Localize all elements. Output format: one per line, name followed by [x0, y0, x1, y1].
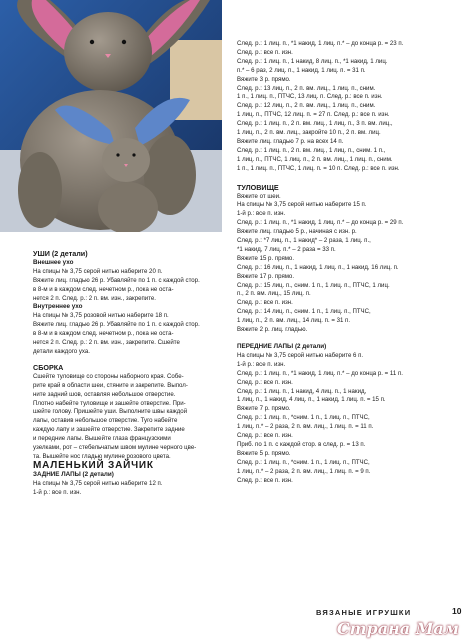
head-line: Вяжите 3 р. прямо. [237, 75, 291, 83]
assembly-line: шейте голову. Пришейте уши. Выполните швы каждой [33, 408, 188, 416]
head-line: След. р.: 12 лиц. п., 2 п. вм. лиц., 1 лиц. п., сним. [237, 102, 376, 110]
assembly-line: узелками, рот – стебельчатым швом мулине черного цве- [33, 444, 197, 452]
torso-line: На спицы № 3,75 серой нитью наберите 15 п. [237, 201, 367, 209]
head-line: п.* – 6 раз, 2 лиц. п., 1 накид, 1 лиц. п. = 31 п. [237, 66, 366, 74]
front-legs-line: След. р.: 1 лиц. п., *сним. 1 п., 1 лиц. п., ПТЧС, [237, 414, 370, 422]
assembly-line: рите край в области шеи, стяните и закрепите. Выпол- [33, 381, 188, 389]
outer-ear-heading: Внешнее ухо [33, 258, 74, 266]
running-footer: ВЯЗАНЫЕ ИГРУШКИ [316, 608, 412, 617]
torso-line: 1 лиц. п., 2 п. вм. лиц., 14 лиц. п. = 31 п. [237, 317, 351, 325]
front-legs-line: След. р.: все п. изн. [237, 432, 293, 440]
bunnies-photo [0, 0, 222, 232]
head-line: След. р.: все п. изн. [237, 48, 293, 56]
head-line: След. р.: 1 лиц. п., 1 накид, 8 лиц. п., *1 накид, 1 лиц. [237, 57, 388, 65]
head-line: След. р.: 1 лиц. п., 2 п. вм. лиц., 1 лиц. п., 3 п. вм. лиц., [237, 120, 393, 128]
torso-line: 1-й р.: все п. изн. [237, 210, 286, 218]
torso-line: Вяжите 15 р. прямо. [237, 254, 295, 262]
torso-line: Вяжите 2 р. лиц. гладью. [237, 326, 308, 334]
front-legs-line: След. р.: 1 лиц. п., *сним. 1 п., 1 лиц. п., ПТЧС, [237, 458, 370, 466]
inner-ear-line: в 8-м и в каждом след. нечетном р., пока не оста- [33, 330, 174, 338]
page-number: 10 [452, 606, 462, 616]
small-bunny-heading: МАЛЕНЬКИЙ ЗАЙЧИК [33, 459, 154, 471]
head-line: 1 лиц. п., ПТЧС, 12 лиц. п. = 27 п. След. р.: все п. изн. [237, 111, 390, 119]
front-legs-line: Вяжите 7 р. прямо. [237, 405, 291, 413]
front-legs-line: След. р.: все п. изн. [237, 476, 293, 484]
front-legs-line: Вяжите 5 р. прямо. [237, 449, 291, 457]
assembly-line: лапы, оставив небольшое отверстие. Туго набейте [33, 417, 178, 425]
assembly-heading: СБОРКА [33, 362, 64, 372]
front-legs-line: 1 лиц. п.* – 2 раза, 2 п. вм. лиц., 1 лиц. п. = 11 п. [237, 423, 374, 431]
assembly-line: ните задний шов, оставляя небольшое отверстие. [33, 390, 176, 398]
inner-ear-line: На спицы № 3,75 розовой нитью наберите 18 п. [33, 312, 169, 320]
right-column [237, 40, 457, 486]
front-legs-line: След. р.: все п. изн. [237, 378, 293, 386]
outer-ear-line: Вяжите лиц. гладью 26 р. Убавляйте по 1 п. с каждой стор. [33, 276, 200, 284]
torso-line: п., 2 п. вм. лиц., 15 лиц. п. [237, 290, 311, 298]
torso-line: След. р.: *7 лиц. п., 1 накид* – 2 раза, 1 лиц. п., [237, 237, 371, 245]
outer-ear-line: нется 2 п. След. р.: 2 п. вм. изн., закрепите. [33, 294, 156, 302]
watermark-text: Страна Мам [336, 619, 459, 638]
outer-ear-line: в 8-м и в каждом след. нечетном р., пока не оста- [33, 285, 174, 293]
torso-line: След. р.: 14 лиц. п., сним. 1 п., 1 лиц. п., ПТЧС, [237, 308, 371, 316]
front-legs-line: 1-й р.: все п. изн. [237, 360, 286, 368]
head-line: След. р.: 13 лиц. п., 2 п. вм. лиц., 1 лиц. п., сним. [237, 84, 376, 92]
torso-heading: ТУЛОВИЩЕ [237, 182, 279, 192]
inner-ear-heading: Внутреннее ухо [33, 303, 83, 311]
torso-line: След. р.: 16 лиц. п., 1 накид, 1 лиц. п., 1 накид, 16 лиц. п. [237, 263, 399, 271]
left-column [33, 250, 223, 497]
head-line: 1 лиц. п., ПТЧС, 1 лиц. п., 2 п. вм. лиц., 1 лиц. п., сним. [237, 155, 393, 163]
front-legs-line: След. р.: 1 лиц. п., *1 накид, 1 лиц. п.* – до конца р. = 11 п. [237, 369, 403, 377]
ears-heading: УШИ (2 детали) [33, 249, 88, 258]
torso-line: *1 накид, 7 лиц. п.* – 2 раза = 33 п. [237, 245, 336, 253]
bunnies-illustration [0, 0, 222, 232]
assembly-line: та. Вышейте нос гладью мулине розового цвета. [33, 452, 171, 460]
hind-legs-heading: ЗАДНИЕ ЛАПЫ (2 детали) [33, 470, 114, 478]
head-line: 1 п., 1 лиц. п., ПТЧС, 1 лиц. п. = 10 п. След. р.: все п. изн. [237, 164, 400, 172]
inner-ear-line: нется 2 п. След. р.: 2 п. вм. изн., закрепите. Сшейте [33, 339, 180, 347]
torso-line: След. р.: 15 лиц. п., сним. 1 п., 1 лиц. п., ПТЧС, 1 лиц. [237, 281, 390, 289]
torso-line: След. р.: все п. изн. [237, 299, 293, 307]
assembly-line: каждую лапу и зашейте отверстие. Закрепите задние [33, 426, 185, 434]
head-line: След. р.: 1 лиц. п., *1 накид, 1 лиц. п.* – до конца р. = 23 п. [237, 40, 404, 47]
torso-line: Вяжите лиц. гладью 5 р., начиная с изн. р. [237, 228, 357, 236]
front-legs-line: 1 лиц. п.* – 2 раза, 2 п. вм. лиц., 1 лиц. п. = 9 п. [237, 467, 371, 475]
assembly-line: Плотно набейте туловище и зашейте отверстие. При- [33, 399, 186, 407]
front-legs-line: 1 лиц. п., 1 накид, 4 лиц. п., 1 накид, 1 лиц. п. = 15 п. [237, 396, 386, 404]
front-legs-line: След. р.: 1 лиц. п., 1 накид, 4 лиц. п., 1 накид, [237, 387, 367, 395]
torso-line: Вяжите 17 р. прямо. [237, 272, 295, 280]
torso-line: Вяжите от шеи. [237, 192, 281, 200]
front-legs-line: На спицы № 3,75 серой нитью наберите 6 п. [237, 351, 364, 359]
head-line: 1 лиц. п., 2 п. вм. лиц., закройте 10 п., 2 п. вм. лиц. [237, 129, 381, 137]
outer-ear-line: На спицы № 3,75 серой нитью наберите 20 п. [33, 267, 163, 275]
hind-legs-line: 1-й р.: все п. изн. [33, 488, 82, 496]
head-line: 1 п., 1 лиц. п., ПТЧС, 13 лиц. п. След. р.: все п. изн. [237, 93, 383, 101]
inner-ear-line: детали каждого уха. [33, 347, 90, 355]
front-legs-heading: ПЕРЕДНИЕ ЛАПЫ (2 детали) [237, 343, 327, 350]
hind-legs-line: На спицы № 3,75 серой нитью наберите 12 п. [33, 479, 163, 487]
front-legs-line: Приб. по 1 п. с каждой стор. в след. р. = 13 п. [237, 440, 366, 448]
inner-ear-line: Вяжите лиц. гладью 26 р. Убавляйте по 1 п. с каждой стор. [33, 321, 200, 329]
head-line: Вяжите лиц. гладью 7 р. на всех 14 п. [237, 137, 344, 145]
assembly-line: Сшейте туловище со стороны наборного края. Собе- [33, 372, 184, 380]
head-line: След. р.: 1 лиц. п., 2 п. вм. лиц., 1 лиц. п., сним. 1 п., [237, 146, 386, 154]
assembly-line: и передние лапы. Вышейте глаза французскими [33, 435, 171, 443]
torso-line: След. р.: 1 лиц. п., *1 накид, 1 лиц. п.* – до конца р. = 29 п. [237, 219, 404, 227]
watermark-logo [337, 619, 459, 638]
